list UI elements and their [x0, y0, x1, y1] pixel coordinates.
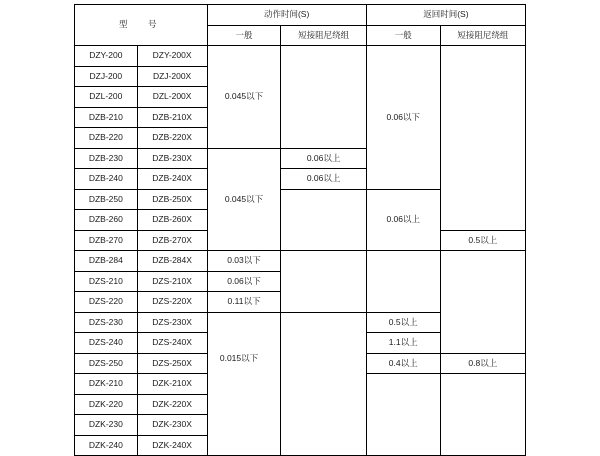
- cell-model-b: DZY-200X: [137, 46, 207, 67]
- header-action-general: 一般: [207, 25, 281, 46]
- cell-model-b: DZS-250X: [137, 353, 207, 374]
- table-body: [75, 46, 526, 456]
- cell-model-b: DZS-240X: [137, 333, 207, 354]
- cell-model-b: DZB-210X: [137, 107, 207, 128]
- cell-model-a: DZY-200: [75, 46, 138, 67]
- cell-model-b: DZS-220X: [137, 292, 207, 313]
- dzk-action-general-value: 0.015以下: [219, 353, 259, 363]
- cell-ret-general: 0.4以上: [366, 353, 440, 374]
- cell-model-a: DZL-200: [75, 87, 138, 108]
- cell-act-general: 0.045以下: [207, 46, 281, 149]
- cell-model-b: DZK-230X: [137, 415, 207, 436]
- cell-model-b: DZB-270X: [137, 230, 207, 251]
- cell-model-a: DZB-220: [75, 128, 138, 149]
- cell-model-a: DZS-210: [75, 271, 138, 292]
- header-model: 型 号: [75, 5, 208, 46]
- table-row: [75, 251, 526, 272]
- cell-ret-short: [440, 46, 525, 231]
- cell-model-b: DZK-210X: [137, 374, 207, 395]
- cell-model-b: DZB-250X: [137, 189, 207, 210]
- table-header-row-1: [75, 5, 526, 26]
- cell-model-a: DZB-260: [75, 210, 138, 231]
- cell-act-general: [207, 312, 281, 456]
- cell-model-a: DZB-250: [75, 189, 138, 210]
- cell-model-a: DZK-220: [75, 394, 138, 415]
- header-action-time: 动作时间(S): [207, 5, 366, 26]
- cell-ret-short: 0.8以上: [440, 353, 525, 374]
- table-row: [75, 46, 526, 67]
- cell-ret-general: [366, 374, 440, 456]
- cell-model-a: DZK-230: [75, 415, 138, 436]
- cell-act-short: 0.06以上: [281, 169, 366, 190]
- cell-model-b: DZB-284X: [137, 251, 207, 272]
- cell-model-b: DZK-220X: [137, 394, 207, 415]
- cell-model-a: DZJ-200: [75, 66, 138, 87]
- cell-act-short: 0.06以上: [281, 148, 366, 169]
- cell-act-short: [281, 251, 366, 313]
- cell-model-b: DZB-230X: [137, 148, 207, 169]
- cell-model-a: DZB-210: [75, 107, 138, 128]
- cell-model-b: DZK-240X: [137, 435, 207, 456]
- cell-model-a: DZB-270: [75, 230, 138, 251]
- cell-ret-short: [440, 374, 525, 456]
- cell-model-a: DZB-240: [75, 169, 138, 190]
- cell-model-a: DZS-250: [75, 353, 138, 374]
- cell-model-b: DZB-240X: [137, 169, 207, 190]
- cell-act-general: 0.03以下: [207, 251, 281, 272]
- cell-ret-general: 1.1以上: [366, 333, 440, 354]
- cell-model-a: DZK-210: [75, 374, 138, 395]
- cell-act-general: 0.06以下: [207, 271, 281, 292]
- header-return-time: 返回时间(S): [366, 5, 525, 26]
- cell-ret-general: [366, 251, 440, 313]
- cell-model-a: DZB-284: [75, 251, 138, 272]
- cell-act-short: [281, 312, 366, 456]
- cell-act-short: [281, 46, 366, 149]
- header-return-general: 一般: [366, 25, 440, 46]
- cell-ret-general: 0.06以下: [366, 46, 440, 190]
- cell-model-b: DZS-230X: [137, 312, 207, 333]
- cell-model-a: DZK-240: [75, 435, 138, 456]
- cell-model-a: DZS-240: [75, 333, 138, 354]
- cell-model-a: DZB-230: [75, 148, 138, 169]
- cell-model-b: DZL-200X: [137, 87, 207, 108]
- cell-model-a: DZS-220: [75, 292, 138, 313]
- cell-model-b: DZB-220X: [137, 128, 207, 149]
- relay-spec-table: [74, 4, 526, 456]
- cell-ret-general: 0.06以上: [366, 189, 440, 251]
- cell-act-short: [281, 189, 366, 251]
- cell-model-b: DZB-260X: [137, 210, 207, 231]
- cell-act-general: 0.11以下: [207, 292, 281, 313]
- cell-model-b: DZS-210X: [137, 271, 207, 292]
- cell-ret-general: 0.5以上: [366, 312, 440, 333]
- header-action-short: 短接阻尼绕组: [281, 25, 366, 46]
- cell-ret-short: 0.5以上: [440, 230, 525, 251]
- header-return-short: 短接阻尼绕组: [440, 25, 525, 46]
- cell-act-general: 0.045以下: [207, 148, 281, 251]
- cell-model-a: DZS-230: [75, 312, 138, 333]
- cell-ret-short: [440, 251, 525, 354]
- cell-model-b: DZJ-200X: [137, 66, 207, 87]
